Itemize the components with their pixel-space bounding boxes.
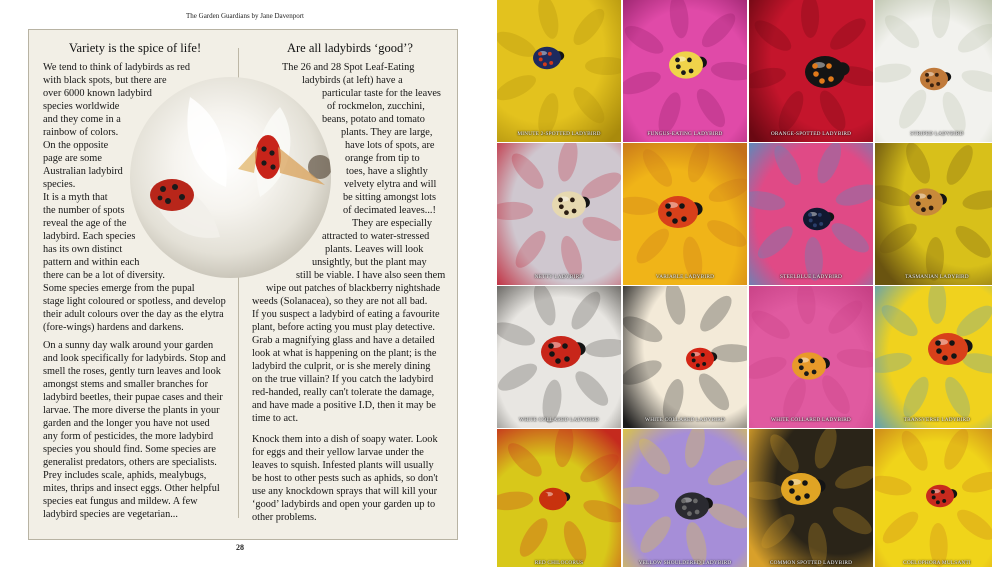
right-column-line: plants. Leaves will look bbox=[325, 244, 424, 255]
species-photo-tile bbox=[497, 0, 621, 142]
right-column-line: ladybirds (at left) have a bbox=[302, 75, 403, 86]
left-column-line: and look specifically for ladybirds. Stop and bbox=[43, 353, 226, 364]
right-column-line: They are especially bbox=[352, 218, 433, 229]
right-column-line: of rockmelon, zucchini, bbox=[327, 101, 425, 112]
right-column-line: still be viable. I have also seen them bbox=[296, 270, 446, 281]
ladybird-photo bbox=[875, 0, 992, 142]
left-column-line: ladybird. Each species bbox=[43, 231, 136, 242]
left-column-line: On the opposite bbox=[43, 140, 109, 151]
species-photo-tile bbox=[875, 429, 992, 567]
right-column-line: ladybird the culprit, or is she merely dining bbox=[252, 361, 431, 372]
left-column-line: page are some bbox=[43, 153, 102, 164]
species-photo-tile bbox=[749, 429, 873, 567]
right-column-line: other problems. bbox=[252, 512, 317, 523]
running-head: The Garden Guardians by Jane Davenport bbox=[186, 12, 304, 20]
species-photo-tile bbox=[623, 143, 747, 285]
species-photo-tile bbox=[497, 429, 621, 567]
left-page bbox=[0, 0, 490, 567]
species-photo-tile bbox=[875, 143, 992, 285]
species-caption: TRANSVERSE LADYBIRD bbox=[903, 417, 971, 423]
right-page-photo-grid bbox=[497, 0, 992, 567]
ladybird-photo bbox=[497, 429, 621, 567]
left-column-line: their adult colours over the day as the elytra bbox=[43, 309, 224, 320]
ladybird-photo bbox=[623, 286, 747, 428]
left-column-line: larvae. The more diverse the plants in your bbox=[43, 405, 220, 416]
ladybird-photo bbox=[497, 286, 621, 428]
left-column-line: pattern and within each bbox=[43, 257, 140, 268]
left-column-line: stage light coloured or spotless, and develop bbox=[43, 296, 226, 307]
right-column-line: have lots of spots, are bbox=[345, 140, 435, 151]
right-column-line: weeds (Solanacea), so they are not all bad. bbox=[252, 296, 428, 307]
left-column-line: generalist predators, others are specialists. bbox=[43, 457, 217, 468]
left-column-line: On a sunny day walk around your garden bbox=[43, 340, 214, 351]
left-column-line: with black spots, but there are bbox=[43, 75, 167, 86]
left-column-line: over 6000 known ladybird bbox=[43, 88, 152, 99]
ladybird-photo bbox=[875, 143, 992, 285]
left-column-line: We tend to think of ladybirds as red bbox=[43, 62, 191, 73]
right-column-line: unsightly, but the plant may bbox=[312, 257, 427, 268]
left-column-line: has its own distinct bbox=[43, 244, 123, 255]
right-column-line: orange from tip to bbox=[345, 153, 420, 164]
species-photo-tile bbox=[749, 143, 873, 285]
right-column-line: The 26 and 28 Spot Leaf-Eating bbox=[282, 62, 415, 73]
ladybird-photo bbox=[749, 429, 873, 567]
right-column-line: be sitting amongst lots bbox=[343, 192, 436, 203]
ladybird-photo bbox=[749, 0, 873, 142]
right-column-line: use any knockdown sprays that will kill your bbox=[252, 486, 438, 497]
species-photo-tile bbox=[749, 286, 873, 428]
left-column-line: reveal the age of the bbox=[43, 218, 127, 229]
species-photo-tile bbox=[623, 429, 747, 567]
species-caption: ORANGE-SPOTTED LADYBIRD bbox=[770, 131, 852, 137]
species-caption: NETTY LADYBIRD bbox=[534, 274, 584, 280]
ladybird-photo bbox=[497, 143, 621, 285]
species-photo-tile bbox=[875, 286, 992, 428]
left-column-line: It is a myth that bbox=[43, 192, 108, 203]
right-column-line: time to act. bbox=[252, 413, 299, 424]
left-column-line: rainbow of colors. bbox=[43, 127, 119, 138]
species-photo-tile bbox=[749, 0, 873, 142]
left-column-line: Australian ladybird bbox=[43, 166, 123, 177]
species-caption: WHITE COLLARED LADYBIRD bbox=[519, 417, 599, 423]
left-column-line: species you should find. Some species are bbox=[43, 444, 217, 455]
species-caption: MINUTE 2-SPOTTED LADYBIRD bbox=[517, 131, 601, 137]
left-column-line: smell the roses, gently turn leaves and look bbox=[43, 366, 221, 377]
right-column-line: plant, before acting you must play detective. bbox=[252, 322, 435, 333]
right-column-line: red-handed, really can't tolerate the damage, bbox=[252, 387, 435, 398]
page-number: 28 bbox=[236, 543, 244, 552]
ladybird-photo bbox=[497, 0, 621, 142]
left-column-line: mites, thrips and insect eggs. Other helpful bbox=[43, 483, 220, 494]
left-column-line: species eat fungus and mildew. A few bbox=[43, 496, 198, 507]
leaf-eating-ladybirds-photo bbox=[130, 77, 331, 278]
right-column-line: for eggs and their yellow larvae under the bbox=[252, 447, 424, 458]
ladybird-photo bbox=[623, 0, 747, 142]
right-column-line: ‘good’ ladybirds and open your garden up to bbox=[252, 499, 436, 510]
right-column-line: If you suspect a ladybird of eating a favourite bbox=[252, 309, 440, 320]
left-column-line: amongst stems and smaller branches for bbox=[43, 379, 208, 390]
right-column-line: attracted to water-stressed bbox=[322, 231, 430, 242]
left-column-line: there can be a lot of diversity. bbox=[43, 270, 165, 281]
right-column-line: plants. They are large, bbox=[341, 127, 433, 138]
right-column-line: on the true villain? If you catch the ladybird bbox=[252, 374, 434, 385]
species-caption: COMMON SPOTTED LADYBIRD bbox=[769, 560, 853, 566]
left-column-line: any form of pesticides, the more ladybird bbox=[43, 431, 214, 442]
left-column-line: and they come in a bbox=[43, 114, 121, 125]
right-column-line: of decimated leaves...! bbox=[343, 205, 436, 216]
species-caption: FUNGUS-EATING LADYBIRD bbox=[647, 131, 723, 137]
left-column-line: ladybird species are vegetarian... bbox=[43, 509, 178, 520]
right-column-line: and have made a positive I.D, then it may be bbox=[252, 400, 436, 411]
ladybird-photo bbox=[875, 286, 992, 428]
ladybird-species-grid bbox=[497, 0, 992, 567]
heading-good-ladybirds: Are all ladybirds ‘good’? bbox=[286, 41, 413, 55]
heading-variety: Variety is the spice of life! bbox=[68, 41, 202, 55]
left-column-line: the number of spots bbox=[43, 205, 125, 216]
species-caption: WHITE COLLARED LADYBIRD bbox=[771, 417, 851, 423]
species-photo-tile bbox=[497, 286, 621, 428]
ladybird-photo bbox=[623, 143, 747, 285]
species-caption: WHITE COLLARED LADYBIRD bbox=[645, 417, 725, 423]
right-column-line: beans, potato and tomato bbox=[322, 114, 425, 125]
left-column-line: Prey includes scale, aphids, mealybugs, bbox=[43, 470, 207, 481]
left-column-line: (fore-wings) hardens and darkens. bbox=[43, 322, 184, 333]
species-caption: RED CHILOCORUS bbox=[534, 560, 584, 566]
right-column-line: Knock them into a dish of soapy water. Look bbox=[252, 434, 438, 445]
left-column-line: garden and the longer you have not used bbox=[43, 418, 210, 429]
right-column-line: wipe out patches of blackberry nightshade bbox=[266, 283, 441, 294]
right-column-line: be host to other pests such as aphids, so don't bbox=[252, 473, 439, 484]
ladybird-photo bbox=[875, 429, 992, 567]
right-column-line: look at what is happening on the plant; is the bbox=[252, 348, 437, 359]
species-photo-tile bbox=[875, 0, 992, 142]
species-caption: VARIABLE LADYBIRD bbox=[655, 274, 715, 280]
left-column-line: ladybird beetles, their pupae cases and their bbox=[43, 392, 223, 403]
left-column-line: Some species emerge from the pupal bbox=[43, 283, 195, 294]
right-column-line: toes, have a slightly bbox=[346, 166, 428, 177]
left-column-line: species worldwide bbox=[43, 101, 120, 112]
right-column-line: particular taste for the leaves bbox=[322, 88, 441, 99]
ladybird-photo bbox=[623, 429, 747, 567]
species-caption: YELLOW SHOULDERED LADYBIRD bbox=[638, 560, 732, 566]
species-photo-tile bbox=[623, 286, 747, 428]
species-caption: STEELBLUE LADYBIRD bbox=[779, 274, 842, 280]
species-caption: TASMANIAN LADYBIRD bbox=[905, 274, 969, 280]
species-caption: STRIPED LADYBIRD bbox=[910, 131, 964, 137]
right-column-line: leaves to squish. Infested plants will usually bbox=[252, 460, 434, 471]
right-column-line: velvety elytra and will bbox=[344, 179, 437, 190]
species-caption: COELOPHORA MULSANTI bbox=[903, 560, 971, 566]
right-column-line: Grab a magnifying glass and have a detailed bbox=[252, 335, 435, 346]
ladybird-photo bbox=[749, 286, 873, 428]
species-photo-tile bbox=[497, 143, 621, 285]
species-photo-tile bbox=[623, 0, 747, 142]
ladybird-photo bbox=[749, 143, 873, 285]
left-column-line: species. bbox=[43, 179, 76, 190]
